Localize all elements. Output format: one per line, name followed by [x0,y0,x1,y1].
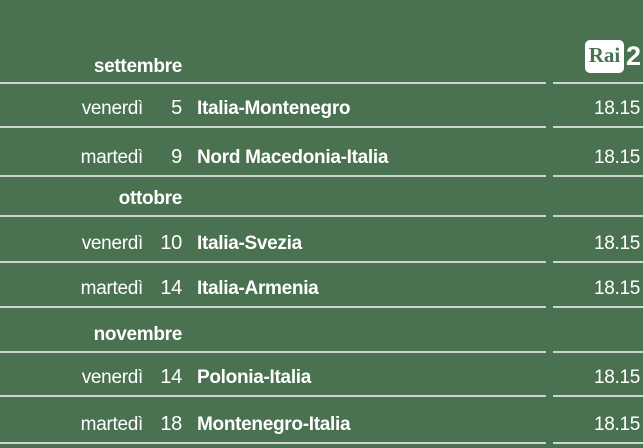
time-label: 18.15 [553,217,643,263]
date-label: 14 [160,277,182,299]
match-label: Montenegro-Italia [197,414,351,435]
date-label: 9 [171,146,182,168]
date-label: 5 [171,97,182,119]
match-cell [0,263,546,308]
match-cell [0,397,546,444]
month-cell [0,177,546,217]
match-row [0,128,643,177]
day-label: martedì [80,278,143,299]
rai-logo-text: Rai [588,43,621,67]
month-label: novembre [93,324,182,345]
date-label: 10 [160,232,182,254]
match-row [0,217,643,263]
day-label: venerdì [81,367,143,388]
match-row [0,353,643,397]
match-row [0,263,643,308]
match-label: Nord Macedonia-Italia [197,147,389,168]
match-cell [0,217,546,263]
time-label: 18.15 [553,84,643,128]
match-cell [0,84,546,128]
channel-number: 2 [625,41,641,71]
day-label: martedì [80,147,143,168]
day-label: venerdì [81,233,143,254]
time-label: 18.15 [553,397,643,444]
match-row [0,84,643,128]
match-label: Italia-Svezia [197,233,302,254]
time-label: 18.15 [553,128,643,177]
date-label: 14 [160,366,182,388]
time-cell-empty [553,308,643,353]
month-label: settembre [93,56,182,77]
month-row-novembre [0,308,643,353]
month-row-ottobre [0,177,643,217]
match-row [0,397,643,444]
time-cell-empty [553,177,643,217]
match-cell [0,353,546,397]
match-label: Italia-Montenegro [197,98,351,119]
match-label: Polonia-Italia [197,367,312,388]
month-row-settembre [0,0,643,84]
day-label: venerdì [81,98,143,119]
time-label: 18.15 [553,263,643,308]
month-label: ottobre [118,188,182,209]
rai-logo-box [585,40,624,73]
month-cell [0,0,546,84]
match-label: Italia-Armenia [197,278,319,299]
rai-2-logo [585,40,641,73]
match-cell [0,128,546,177]
month-cell [0,308,546,353]
time-label: 18.15 [553,353,643,397]
day-label: martedì [80,414,143,435]
date-label: 18 [160,413,182,435]
